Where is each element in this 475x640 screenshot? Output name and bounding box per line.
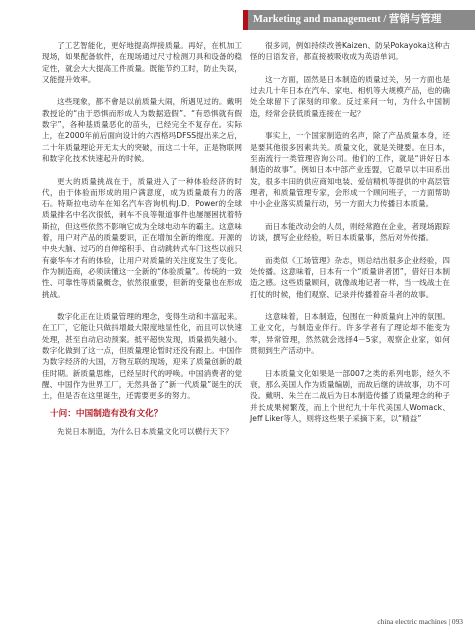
body-paragraph: 而日本能改动会的人员，则经常跑在企业，者现场跟踪访谈，撰写企业经验，听日本质量事，然后对外传播。 [250, 221, 450, 243]
header-accent-bar [243, 10, 248, 30]
section-header-band [243, 10, 475, 30]
body-paragraph: 这一方面，固然是日本制造的质量过关，另一方面也是过去几十年日本在汽车、家电、相机等大规模产品，也的确处全球留下了深刻的印象。反过来问一句，为什么中国制造，经常会获低质量连接在一起？ [250, 74, 450, 118]
section-title: Marketing and management / 营销与管理 [253, 14, 442, 25]
left-text-column [42, 40, 242, 448]
body-paragraph: 事实上，一个国家制造的名声，除了产品质量本身，还是要其他很多因素共关。质量文化，就是关键要。在日本，至南流行一类管理咨询公司。他们的工作，就是“讲好日本制造的故事”。例如日本中部产业连盟，它最早以丰田系出发，很多丰田的供应商知电装、爱信精机等提供的中高层管理者，和质量管理专家，会形成一个顾问班子，一方面帮助中小企业落实质量行动，另一方面大力传播日本质量。 [250, 131, 450, 209]
body-paragraph: 更大的质量挑战在于，质量进入了一种体验经济的时代，由于体验而形成的用户满意度，成为质量最有力的落石。特斯拉电动车在知名汽车咨询机构J.D．Power的全球质量排名中名次很低，刺车不良等報道事件也屡屡困扰着特斯拉，但这些依然不影响它成为全球电动车的霸主。这意味着，用户对产品的质量要识，正在增加全新的维度。开源的中央大脑、过巧的自伸缩积手、自动跳转式车门这些以前只有豪华车才有的体验，让用户对质量的关注度发生了变化。作为制造商，必须读懂这一全新的“体验质量”。传统的一致性、可靠性等质量概念，依然很重要，但新的变量也在形成挑战。 [42, 176, 242, 299]
body-paragraph: 日本质量文化如果是一部007之类的系列电影，经久不衰，那么美国人作为质量编剧，而故后继的讲故事，功不可没。戴明、朱兰在二战后为日本制造传播了质量理念的种子并长成果树繁茂，而上个世纪九十年代美国人Womack、Jeff Liker等人，则将这些果子采摘下来，以“精益” [250, 368, 450, 423]
body-paragraph: 数字化正在让质量管理的理念，变得生动和丰富起来。在工厂，它能让只做抖增最大限度地显性化，而且可以快速处理，甚至自动启动预案。抵平超快发现，质量损失越小。数字化做到了这一点，但质量理论暂时还没有跟上。中国作为数字经济的大国，万物互联的现场，迎来了质量创新的最佳时期。新质量思维，已经呈时代的呼唤。中国消费者的觉醒、中国作为世界工厂，无然具备了“新一代质量”诞生的沃土，但是否在这里诞生，还需要更多的努力。 [42, 312, 242, 401]
page-footer: china electric machines | 093 [377, 617, 463, 626]
body-paragraph: 这意味着，日本制造，包围在一种质量向上冲的氛围。工业文化，与制造业伴行。许多学者有了理论却不能变为零，异常管理，然然就会选择4－5家，观察企业家，如何贯彻到生产活动中。 [250, 312, 450, 356]
body-paragraph: 了工艺智能化，更好地提高焊接质量。再好，在机加工现场，如果配备软件，在现场通过尺寸检测刀具和设备的稳定性，就会大大提高工件质量。既能节约工时，防止失误，又能提升效率。 [42, 41, 242, 84]
right-text-column [250, 40, 450, 435]
body-paragraph: 这些现象，都不會是以前质量大闹，所遇见过的。戴明教授论的“由于恐惧而形成人为数据造假”、“有恐惧就有假数字”，各种基质量恶化的苗头，已经完全不复存在。实际上，在2000年前后面向设计的六西格玛DFSS提出来之后，二十年质量理论开无太大的突破，而这二十年，正是物联网和数字化技术快速起升的时候。 [42, 97, 242, 163]
body-paragraph: 先说日本制造，为什么日本质量文化可以横行天下？ [57, 426, 233, 436]
section-subheading: 十问：中国制造有没有文化？ [50, 408, 163, 419]
body-paragraph: 而类似《工场管理》杂志，则总结出很多企业经验，四处传播。这意味着，日本有一个“质量讲者团”，借好日本制造之感。这些质量顾问，就像战地记者一样，当一线战士在打仗的时候，他们观察、记录并传播着奋斗者的故事。 [250, 255, 450, 299]
body-paragraph: 很多词，例如持续改善Kaizen、防呆Pokayoka这种古怪的日语发音，都直接被吸收成为英语单词。 [250, 41, 450, 62]
